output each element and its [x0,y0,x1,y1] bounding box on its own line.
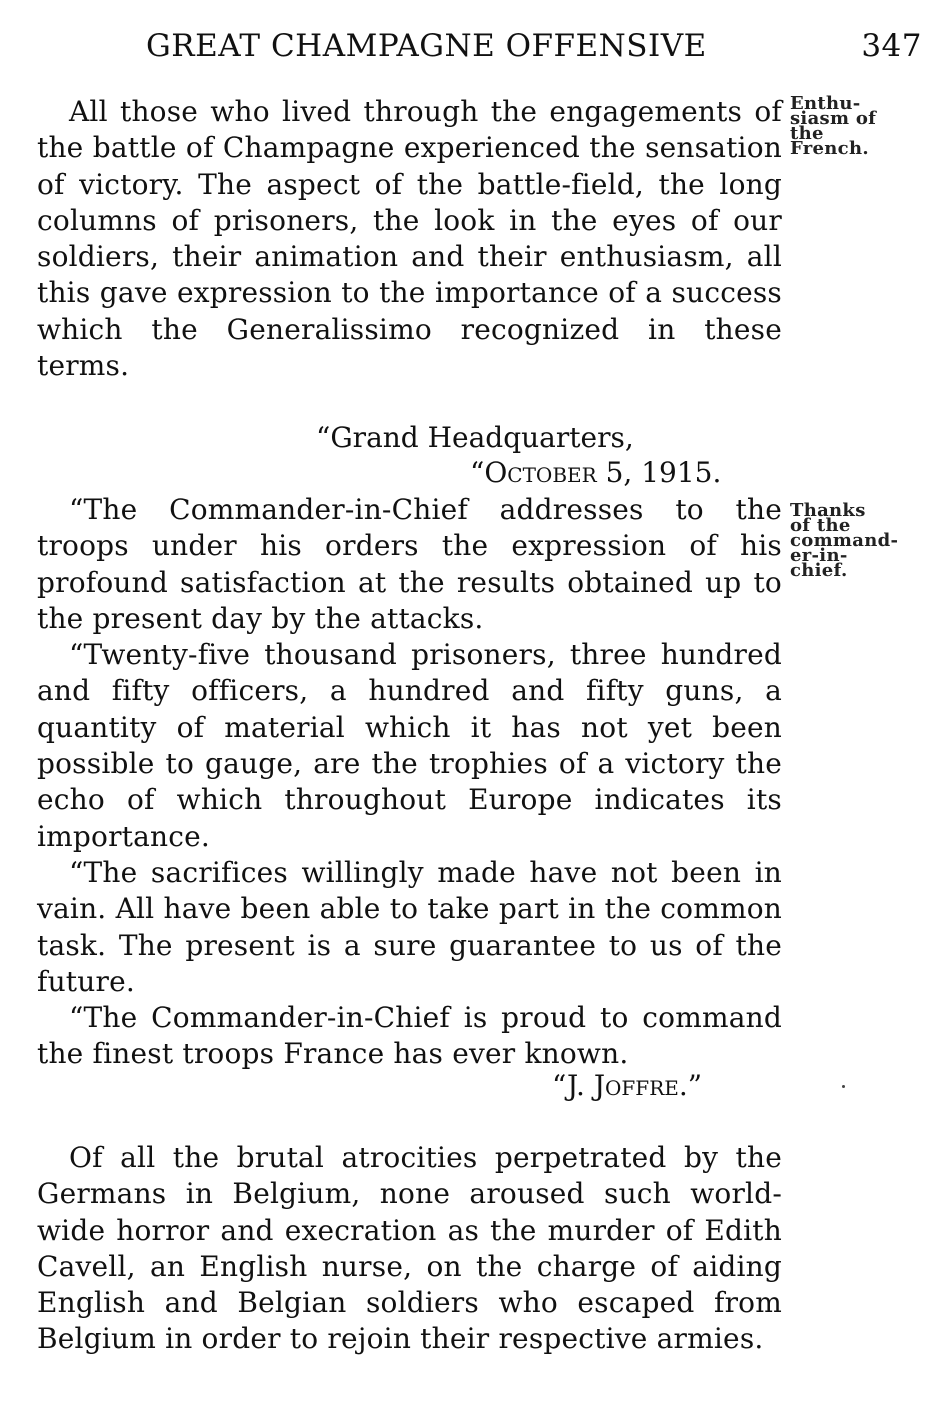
letter-place: “Grand Headquarters, [316,421,634,454]
paragraph-cavell [37,1140,782,1358]
signature-suffix: .” [678,1069,703,1102]
margin-note-line: command- [790,530,899,551]
signature-name: Joffre [593,1069,679,1102]
letter-signature [552,1068,702,1104]
margin-note-line: siasm of [790,108,877,129]
margin-note-line: French. [790,138,869,159]
paragraph-text: Of all the brutal atrocities perpetrated by the Germans in Belgium, none aroused such world-wide horror and execration as the murder of Edith Cavell, an English nurse, on the charge of aiding English and Belgian soldiers who escaped from Belgium in order to rejoin their respective armies. [37,1141,782,1356]
running-head [146,28,922,68]
margin-note-line: Thanks [790,500,866,521]
letter-paragraph: “The Commander-in-Chief is proud to command the finest troops France has ever known. [37,1001,782,1071]
margin-note-thanks [790,500,930,581]
letter-date-quote: “ [470,456,485,489]
page-number: 347 [861,28,922,64]
letter-body [37,492,782,1073]
signature-prefix: “J. [552,1069,594,1102]
margin-note-enthusiasm [790,93,930,159]
letter-date-month: October [484,456,597,489]
margin-note-line: chief. [790,560,848,581]
letter-paragraph: “The Commander-in-Chief addresses to the troops under his orders the expression of his profound satisfaction at the results obtained up to the present day by the attacks. [37,493,782,635]
letter-paragraph: “The sacrifices willingly made have not been in vain. All have been able to take part in the common task. The present is a sure guarantee to us of the future. [37,855,782,998]
margin-note-line: of the [790,515,851,536]
print-speck [842,1085,845,1088]
running-head-title: GREAT CHAMPAGNE OFFENSIVE [146,28,707,64]
letter-date-rest: 5, 1915. [596,456,722,489]
letter-paragraph: “Twenty-five thousand prisoners, three hundred and fifty officers, a hundred and fifty guns, a quantity of material which it has not yet been possible to gauge, are the trophies of a victory the echo of which throughout Europe indicates its importance. [37,638,782,853]
letter-date [470,455,721,491]
margin-note-line: the [790,123,824,144]
paragraph-champagne [37,94,782,384]
margin-note-line: er-in- [790,545,848,566]
paragraph-text: All those who lived through the engagements of the battle of Champagne experienced the sensation of victory. The aspect of the battle-field, the long columns of prisoners, the look in the eyes of our soldiers, their animation and their enthusiasm, all this gave expression to the importance of a success which the Generalissimo recognized in these terms. [37,95,782,383]
margin-note-line: Enthu- [790,93,861,114]
